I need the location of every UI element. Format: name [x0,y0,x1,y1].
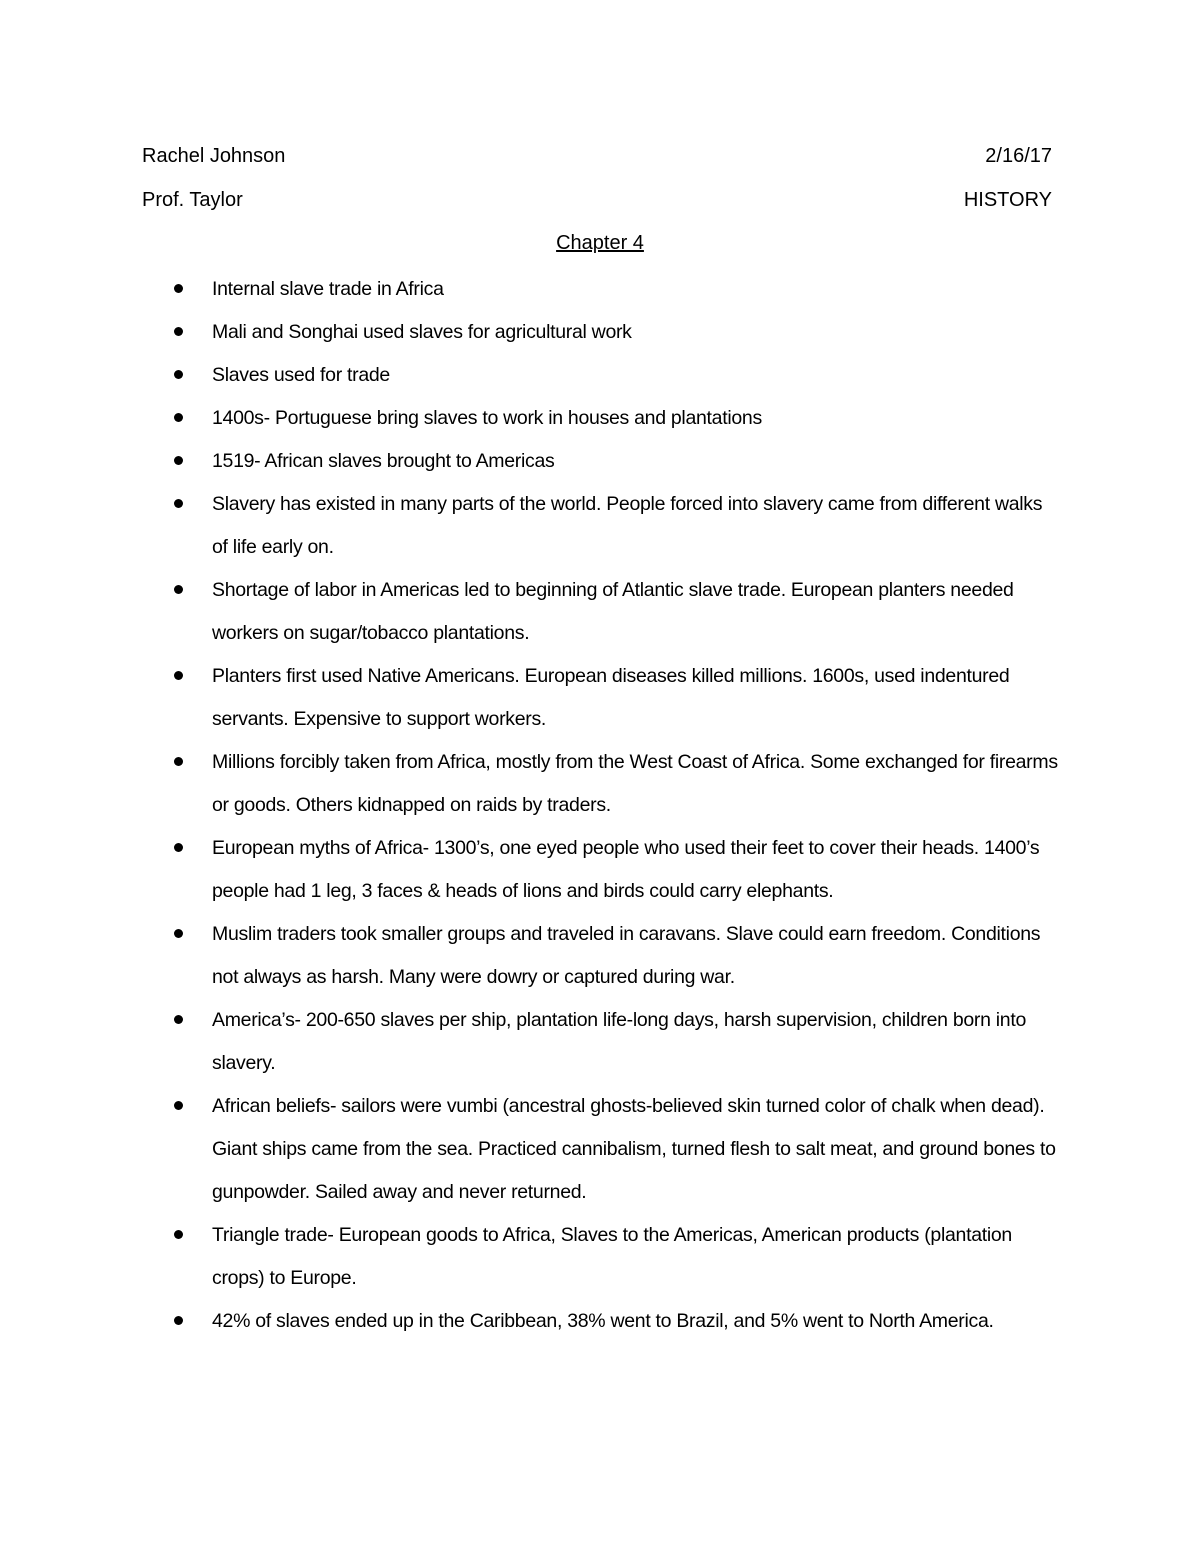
bullet-icon [174,757,183,766]
chapter-title-text: Chapter 4 [556,232,644,254]
list-item-text: 1400s- Portuguese bring slaves to work in houses and plantations [212,407,762,429]
bullet-icon [174,929,183,938]
list-item [172,1214,1062,1300]
list-item-text: Slaves used for trade [212,364,390,386]
bullet-icon [174,843,183,852]
bullet-icon [174,585,183,594]
list-item-text: America’s- 200-650 slaves per ship, plantation life-long days, harsh supervision, children born into slavery. [212,1009,1027,1074]
list-item-text: European myths of Africa- 1300’s, one eyed people who used their feet to cover their heads. 1400’s people had 1 leg, 3 faces & heads of lions and birds could carry elephants. [212,837,1040,902]
list-item-text: Slavery has existed in many parts of the world. People forced into slavery came from different walks of life early on. [212,493,1043,558]
bullet-icon [174,413,183,422]
bullet-icon [174,1015,183,1024]
list-item [172,440,1062,483]
list-item-text: Shortage of labor in Americas led to beginning of Atlantic slave trade. European planters needed workers on sugar/tobacco plantations. [212,579,1014,644]
bullet-icon [174,1230,183,1239]
list-item-text: Mali and Songhai used slaves for agricultural work [212,321,632,343]
list-item [172,268,1062,311]
list-item [172,569,1062,655]
date: 2/16/17 [985,145,1052,167]
bullet-icon [174,456,183,465]
bullet-icon [174,671,183,680]
list-item-text: 42% of slaves ended up in the Caribbean, 38% went to Brazil, and 5% went to North America. [212,1310,994,1332]
bullet-icon [174,1316,183,1325]
list-item-text: Internal slave trade in Africa [212,278,444,300]
list-item [172,999,1062,1085]
chapter-title [0,228,1200,258]
bullet-icon [174,370,183,379]
bullet-icon [174,284,183,293]
list-item [172,827,1062,913]
list-item-text: Millions forcibly taken from Africa, mostly from the West Coast of Africa. Some exchanged for firearms or goods. Others kidnapped on raids by traders. [212,751,1058,816]
header-row-name-date [142,141,1052,171]
list-item-text: African beliefs- sailors were vumbi (ancestral ghosts-believed skin turned color of chalk when dead). Giant ships came from the sea. Practiced cannibalism, turned flesh to salt meat, and ground bones to gunpowder. Sailed away and never returned. [212,1095,1056,1203]
bullet-icon [174,327,183,336]
subject: HISTORY [963,189,1052,211]
list-item [172,741,1062,827]
list-item-text: Planters first used Native Americans. European diseases killed millions. 1600s, used indentured servants. Expensive to support workers. [212,665,1010,730]
list-item-text: Triangle trade- European goods to Africa, Slaves to the Americas, American products (plantation crops) to Europe. [212,1224,1012,1289]
list-item [172,655,1062,741]
list-item [172,311,1062,354]
notes-list [172,268,1062,1343]
list-item-text: Muslim traders took smaller groups and traveled in caravans. Slave could earn freedom. Conditions not always as harsh. Many were dowry or captured during war. [212,923,1041,988]
list-item-text: 1519- African slaves brought to Americas [212,450,555,472]
list-item [172,354,1062,397]
header-row-professor-subject [142,185,1052,215]
list-item [172,913,1062,999]
list-item [172,397,1062,440]
list-item [172,1085,1062,1214]
bullet-icon [174,499,183,508]
professor-name: Prof. Taylor [142,189,243,211]
list-item [172,483,1062,569]
bullet-icon [174,1101,183,1110]
list-item [172,1300,1062,1343]
student-name: Rachel Johnson [142,145,286,167]
